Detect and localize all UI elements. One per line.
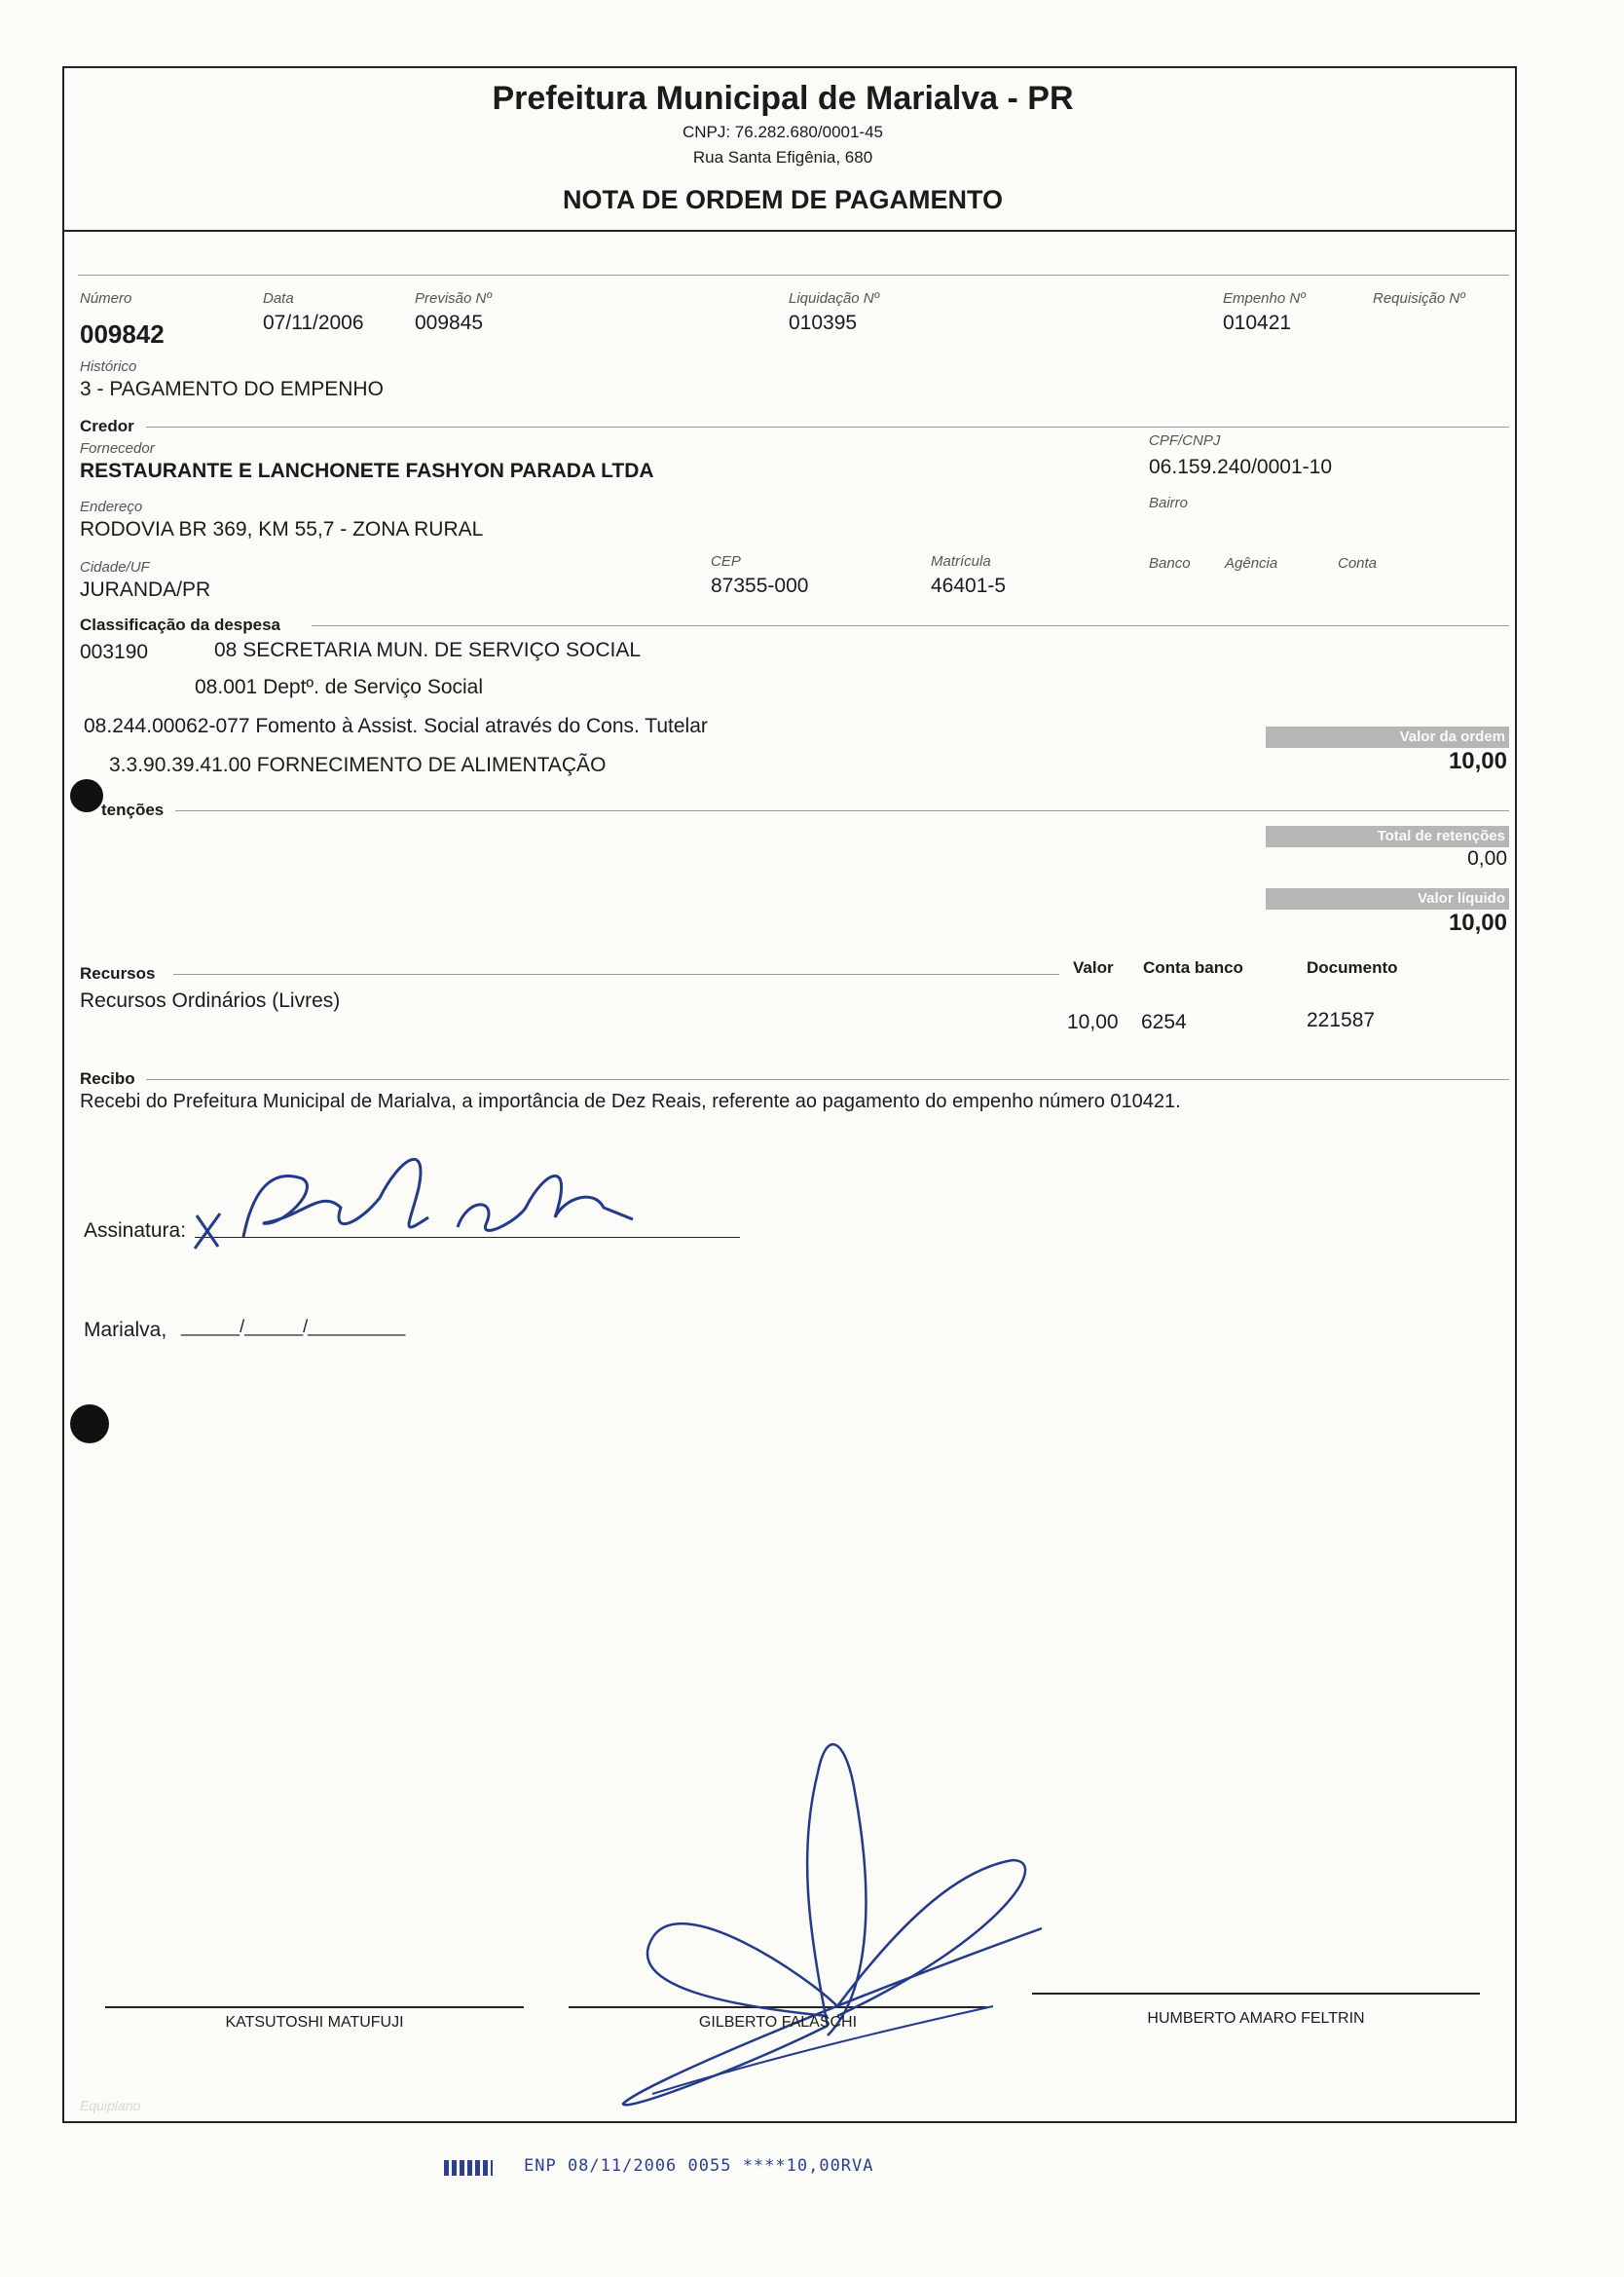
historico-value: 3 - PAGAMENTO DO EMPENHO [80, 378, 384, 400]
recibo-heading: Recibo [80, 1069, 135, 1088]
retencoes-heading: tenções [101, 801, 165, 819]
signatory-3: HUMBERTO AMARO FELTRIN [1147, 2010, 1365, 2027]
recursos-valor: 10,00 [1067, 1011, 1119, 1033]
sign-line-3 [1032, 1993, 1480, 1995]
recursos-rule [173, 974, 1059, 975]
address-line: Rua Santa Efigênia, 680 [692, 148, 873, 167]
recibo-text: Recebi do Prefeitura Municipal de Marialva, a importância de Dez Reais, referente ao pagamento do empenho número 010421. [80, 1091, 1181, 1112]
cnpj-line: CNPJ: 76.282.680/0001-45 [682, 123, 884, 141]
recibo-rule [146, 1079, 1509, 1080]
valor-liquido-label: Valor líquido [1417, 890, 1505, 907]
liquidacao-label: Liquidação Nº [789, 290, 880, 307]
local-label: Marialva, [84, 1319, 167, 1341]
cidade-label: Cidade/UF [80, 559, 150, 576]
page-title: Prefeitura Municipal de Marialva - PR [492, 80, 1074, 117]
funcional-value: 08.244.00062-077 Fomento à Assist. Social através do Cons. Tutelar [84, 715, 708, 737]
numero-value: 009842 [80, 319, 165, 349]
assinatura-label: Assinatura: [84, 1219, 187, 1242]
data-label: Data [263, 290, 294, 307]
fornecedor-label: Fornecedor [80, 440, 155, 457]
document-title: NOTA DE ORDEM DE PAGAMENTO [562, 185, 1003, 214]
classificacao-code: 003190 [80, 641, 149, 663]
elemento-value: 3.3.90.39.41.00 FORNECIMENTO DE ALIMENTAÇÃO [109, 754, 607, 776]
cpf-label: CPF/CNPJ [1149, 432, 1221, 449]
liquidacao-value: 010395 [789, 312, 858, 334]
historico-label: Histórico [80, 358, 137, 375]
banco-label: Banco [1149, 555, 1191, 572]
valor-ordem-bar [1266, 727, 1509, 748]
total-retencoes-value: 0,00 [1467, 847, 1507, 870]
classificacao-heading: Classificação da despesa [80, 616, 281, 634]
bairro-label: Bairro [1149, 495, 1189, 511]
matricula-label: Matrícula [931, 553, 991, 570]
valor-liquido-bar [1266, 888, 1509, 910]
credor-heading: Credor [80, 417, 134, 435]
mayor-signature [584, 1714, 1071, 2123]
recursos-conta-header: Conta banco [1143, 958, 1243, 977]
previsao-value: 009845 [415, 312, 484, 334]
footer-faint-mark: Equiplano [80, 2098, 141, 2113]
total-retencoes-bar [1266, 826, 1509, 847]
cep-label: CEP [711, 553, 741, 570]
data-value: 07/11/2006 [263, 312, 364, 334]
stamp-glyph [444, 2160, 493, 2176]
ids-rule [78, 275, 1509, 276]
endereco-value: RODOVIA BR 369, KM 55,7 - ZONA RURAL [80, 518, 484, 541]
recipient-signature [185, 1130, 652, 1256]
unidade-value: 08.001 Deptº. de Serviço Social [195, 676, 484, 698]
previsao-label: Previsão Nº [415, 290, 492, 307]
signatory-2: GILBERTO FALASCHI [698, 2014, 858, 2031]
cep-value: 87355-000 [711, 575, 809, 597]
classificacao-rule [312, 625, 1509, 626]
cidade-value: JURANDA/PR [80, 579, 211, 601]
orgao-value: 08 SECRETARIA MUN. DE SERVIÇO SOCIAL [214, 639, 642, 661]
empenho-value: 010421 [1223, 312, 1292, 334]
sign-line-1 [105, 2006, 524, 2008]
fornecedor-value: RESTAURANTE E LANCHONETE FASHYON PARADA LTDA [80, 460, 654, 482]
credor-rule [146, 427, 1509, 428]
agencia-label: Agência [1225, 555, 1278, 572]
recursos-documento-header: Documento [1307, 958, 1398, 977]
matricula-value: 46401-5 [931, 575, 1007, 597]
recursos-documento: 221587 [1307, 1009, 1376, 1031]
valor-ordem-label: Valor da ordem [1399, 728, 1505, 745]
recursos-heading: Recursos [80, 964, 156, 983]
punch-hole-bottom [70, 1404, 109, 1443]
total-retencoes-label: Total de retenções [1377, 828, 1505, 844]
recursos-conta: 6254 [1141, 1011, 1187, 1033]
numero-label: Número [80, 290, 132, 307]
valor-liquido-value: 10,00 [1448, 910, 1507, 936]
requisicao-label: Requisição Nº [1373, 290, 1465, 307]
empenho-label: Empenho Nº [1223, 290, 1306, 307]
cpf-value: 06.159.240/0001-10 [1149, 456, 1333, 478]
header-divider [62, 230, 1517, 232]
recursos-descricao: Recursos Ordinários (Livres) [80, 989, 341, 1012]
endereco-label: Endereço [80, 499, 143, 515]
recursos-valor-header: Valor [1073, 958, 1114, 977]
punch-hole-top [70, 779, 103, 812]
valor-ordem-value: 10,00 [1448, 748, 1507, 774]
bottom-stamp: ENP 08/11/2006 0055 ****10,00RVA [524, 2156, 874, 2176]
conta-label: Conta [1338, 555, 1378, 572]
signatory-1: KATSUTOSHI MATUFUJI [225, 2014, 404, 2031]
date-blank: ______/______/__________ [181, 1317, 406, 1336]
retencoes-rule [175, 810, 1509, 811]
